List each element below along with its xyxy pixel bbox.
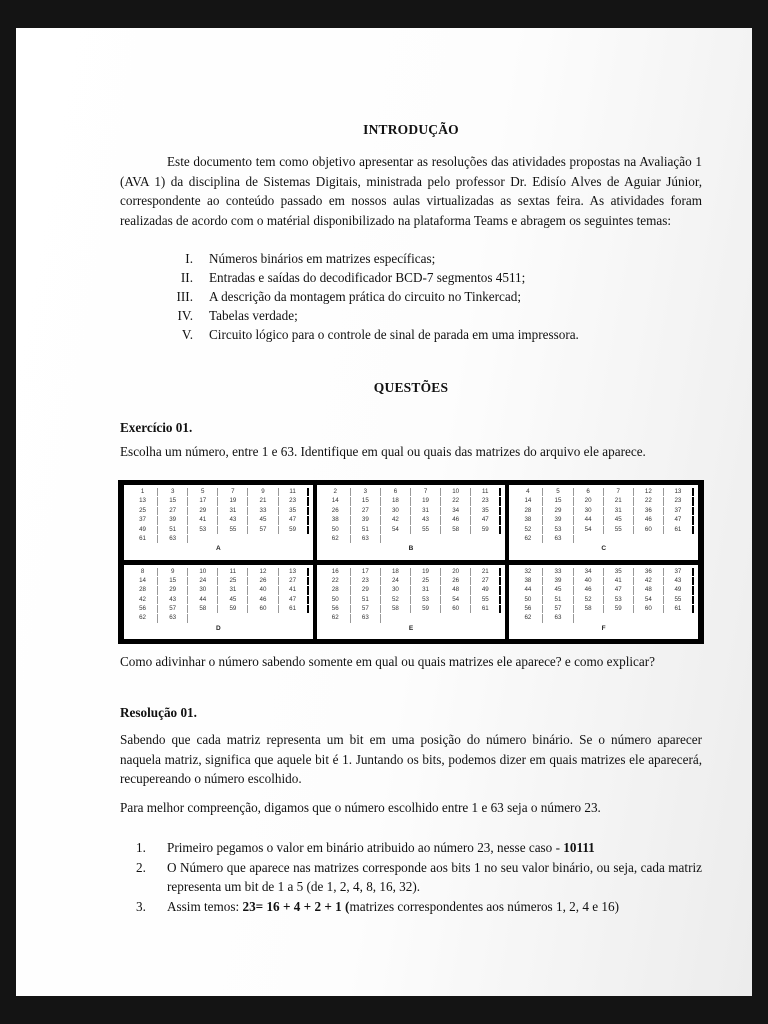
matrix-cell: 42 (634, 577, 664, 585)
matrix-cell: 12 (248, 568, 278, 576)
step-text-main: O Número que aparece nas matrizes corresponde aos bits 1 no seu valor binário, ou seja, cada matriz representa um bit de 1 a 5 (de 1, 2, 4, 8, 16, 32). (167, 859, 702, 894)
matrix-cell: 3 (158, 488, 188, 496)
matrix-cell: 9 (158, 568, 188, 576)
matrix-cell: 45 (248, 516, 278, 524)
matrix-cell: 27 (158, 507, 188, 515)
matrix-cell: 27 (279, 577, 309, 585)
matrix-cell: 13 (128, 497, 158, 505)
matrix-cell: 59 (411, 605, 441, 613)
step-number: 3. (136, 898, 146, 914)
matrix-cell: 30 (381, 507, 411, 515)
matrix-cell: 45 (543, 586, 573, 594)
topic-text: Números binários em matrizes específicas; (209, 251, 436, 266)
matrix-cell: 2 (321, 488, 351, 496)
matrix-label: F (601, 624, 606, 632)
matrix-cell: 39 (543, 577, 573, 585)
matrix-cell: 22 (441, 497, 471, 505)
matrix-label: E (408, 624, 414, 632)
matrix-cell: 62 (321, 614, 351, 622)
topic-number: I. (185, 251, 193, 266)
matrix-cell: 47 (664, 516, 694, 524)
matrix-cell: 11 (218, 568, 248, 576)
topic-item (120, 268, 702, 287)
matrix-cell: 20 (574, 497, 604, 505)
matrix-cell: 63 (543, 614, 573, 622)
matrix-d (124, 565, 313, 640)
matrix-grid (128, 488, 309, 543)
matrix-grid (128, 568, 309, 623)
matrix-cell: 46 (441, 516, 471, 524)
matrix-cell: 62 (513, 614, 543, 622)
matrix-cell: 21 (471, 568, 501, 576)
matrix-cell: 61 (471, 605, 501, 613)
matrix-cell: 22 (321, 577, 351, 585)
matrix-cell: 10 (441, 488, 471, 496)
step-text-main: Primeiro pegamos o valor em binário atribuido ao número 23, nesse caso - (167, 840, 564, 855)
matrix-cell: 51 (351, 596, 381, 604)
matrix-cell: 48 (634, 586, 664, 594)
matrix-cell: 59 (218, 605, 248, 613)
matrix-cell: 10 (188, 568, 218, 576)
matrix-cell: 11 (471, 488, 501, 496)
matrix-cell: 35 (471, 507, 501, 515)
matrix-cell: 54 (634, 596, 664, 604)
topic-text: Circuito lógico para o controle de sinal de parada em uma impressora. (209, 327, 579, 342)
matrix-cell: 41 (279, 586, 309, 594)
matrix-cell: 31 (411, 586, 441, 594)
matrix-cell: 58 (441, 526, 471, 534)
matrix-cell: 22 (634, 497, 664, 505)
matrix-cell: 33 (543, 568, 573, 576)
matrix-cell: 27 (471, 577, 501, 585)
matrix-cell: 46 (574, 586, 604, 594)
matrix-cell: 15 (351, 497, 381, 505)
matrix-cell: 27 (351, 507, 381, 515)
topic-item (120, 325, 702, 344)
matrix-cell: 63 (158, 535, 188, 543)
matrix-cell: 50 (321, 596, 351, 604)
matrix-cell: 17 (188, 497, 218, 505)
matrix-cell: 53 (604, 596, 634, 604)
matrix-cell: 26 (248, 577, 278, 585)
matrix-cell: 45 (218, 596, 248, 604)
matrix-cell: 31 (411, 507, 441, 515)
matrix-cell: 52 (381, 596, 411, 604)
matrix-cell: 46 (248, 596, 278, 604)
matrix-cell: 39 (351, 516, 381, 524)
matrix-f (509, 565, 698, 640)
matrix-cell: 61 (128, 535, 158, 543)
matrix-cell: 49 (128, 526, 158, 534)
matrix-cell: 47 (471, 516, 501, 524)
resolution-paragraph: Sabendo que cada matriz representa um bit em uma posição do número binário. Se o número aparecer naquela matriz, significa que aquele bit é 1. Juntando os bits, podemos dizer em quais matrizes ele aparecerá, recupereando o número escolhido. (120, 732, 702, 786)
matrix-cell: 18 (381, 497, 411, 505)
matrix-cell: 54 (441, 596, 471, 604)
matrix-cell: 29 (188, 507, 218, 515)
matrix-cell: 53 (543, 526, 573, 534)
exercise-question: Como adivinhar o número sabendo somente em qual ou quais matrizes ele aparece? e como explicar? (120, 654, 655, 669)
matrix-cell: 14 (128, 577, 158, 585)
matrix-cell: 46 (634, 516, 664, 524)
matrix-cell: 41 (604, 577, 634, 585)
matrix-cell: 56 (513, 605, 543, 613)
document-page (16, 28, 752, 996)
matrix-cell: 25 (218, 577, 248, 585)
matrix-cell: 6 (574, 488, 604, 496)
resolution-title: Resolução 01. (120, 705, 197, 720)
matrix-cell: 60 (634, 605, 664, 613)
matrix-cell: 45 (604, 516, 634, 524)
steps-list (120, 838, 702, 916)
matrix-cell: 30 (381, 586, 411, 594)
matrix-cell: 44 (513, 586, 543, 594)
matrix-cell: 58 (188, 605, 218, 613)
matrix-cell: 61 (664, 605, 694, 613)
matrix-c (509, 485, 698, 560)
matrix-cell: 53 (411, 596, 441, 604)
matrix-cell: 32 (513, 568, 543, 576)
matrix-cell: 63 (158, 614, 188, 622)
matrix-cell: 11 (279, 488, 309, 496)
matrix-cell: 63 (351, 614, 381, 622)
matrix-cell: 52 (574, 596, 604, 604)
step-text-after: matrizes correspondentes aos números 1, 2, 4 e 16) (349, 898, 619, 914)
intro-paragraph: Este documento tem como objetivo apresentar as resoluções das atividades propostas na Avaliação 1 (AVA 1) da disciplina de Sistemas Digitais, ministrada pelo professor Dr. Edisío Alves de Aguiar Júnior, correspondente ao conteúdo passado em nossos aulas virtualizadas as sextas feira. As atividades foram realizadas de acordo com o matérial disponibilizado na plataforma Teams e abragem os seguintes temas: (120, 154, 702, 228)
matrix-cell: 60 (634, 526, 664, 534)
matrix-cell: 44 (574, 516, 604, 524)
topic-text: Entradas e saídas do decodificador BCD-7 segmentos 4511; (209, 270, 526, 285)
matrix-cell: 6 (381, 488, 411, 496)
matrix-cell: 40 (574, 577, 604, 585)
matrix-grid (513, 488, 694, 543)
topic-item (120, 249, 702, 268)
matrix-cell: 16 (321, 568, 351, 576)
step-text (167, 897, 702, 917)
topic-number: II. (180, 270, 193, 285)
matrix-cell: 23 (471, 497, 501, 505)
step-number: 2. (136, 859, 146, 875)
matrix-cell: 13 (664, 488, 694, 496)
matrix-cell: 43 (411, 516, 441, 524)
matrix-e (317, 565, 506, 640)
matrix-cell: 61 (664, 526, 694, 534)
matrix-cell: 7 (604, 488, 634, 496)
matrix-cell: 31 (218, 586, 248, 594)
matrix-cell: 56 (128, 605, 158, 613)
matrix-cell: 60 (441, 605, 471, 613)
matrix-grid (321, 488, 502, 543)
matrix-label: C (601, 545, 607, 552)
matrix-cell: 35 (279, 507, 309, 515)
matrix-cell: 15 (158, 577, 188, 585)
matrix-cell: 49 (471, 586, 501, 594)
resolution-example: Para melhor compreenção, digamos que o número escolhido entre 1 e 63 seja o número 23. (120, 800, 601, 815)
matrix-cell: 13 (279, 568, 309, 576)
matrix-label: A (215, 545, 221, 552)
matrix-cell: 62 (513, 535, 543, 543)
matrix-cell: 53 (188, 526, 218, 534)
matrix-label: B (408, 545, 414, 552)
matrix-cell: 62 (321, 535, 351, 543)
matrix-cell: 43 (218, 516, 248, 524)
matrix-cell: 36 (634, 568, 664, 576)
matrix-cell: 30 (574, 507, 604, 515)
matrix-cell: 3 (351, 488, 381, 496)
matrix-cell: 38 (513, 577, 543, 585)
matrix-label: D (215, 624, 221, 632)
matrix-cell: 55 (471, 596, 501, 604)
matrix-cell: 36 (634, 507, 664, 515)
questions-heading: QUESTÕES (373, 380, 449, 395)
matrix-cell: 33 (248, 507, 278, 515)
step-text-bold: 10111 (563, 840, 595, 855)
matrix-cell: 7 (411, 488, 441, 496)
matrix-cell: 5 (543, 488, 573, 496)
matrix-cell: 54 (381, 526, 411, 534)
matrix-cell: 31 (218, 507, 248, 515)
matrix-cell: 41 (188, 516, 218, 524)
matrix-cell: 51 (543, 596, 573, 604)
matrix-cell: 21 (604, 497, 634, 505)
topics-list (120, 249, 702, 344)
topic-number: V. (181, 327, 193, 342)
matrix-cell: 24 (188, 577, 218, 585)
matrix-cell: 52 (513, 526, 543, 534)
matrix-cell: 59 (471, 526, 501, 534)
matrix-cell: 55 (604, 526, 634, 534)
intro-heading: INTRODUÇÃO (363, 122, 459, 137)
matrix-cell: 17 (351, 568, 381, 576)
matrix-cell: 61 (279, 605, 309, 613)
matrix-cell: 49 (664, 586, 694, 594)
matrix-cell: 54 (574, 526, 604, 534)
matrix-cell: 19 (218, 497, 248, 505)
matrix-cell: 28 (513, 507, 543, 515)
step-number: 1. (136, 840, 146, 855)
matrix-cell: 47 (279, 596, 309, 604)
matrix-cell: 29 (351, 586, 381, 594)
step-item (120, 838, 702, 858)
matrix-cell: 29 (543, 507, 573, 515)
matrix-cell: 57 (543, 605, 573, 613)
matrix-cell: 19 (411, 568, 441, 576)
topic-text: Tabelas verdade; (209, 308, 298, 323)
matrix-cell: 34 (441, 507, 471, 515)
exercise-statement: Escolha um número, entre 1 e 63. Identifique em qual ou quais das matrizes do arquivo ele aparece. (120, 444, 646, 459)
matrix-cell: 59 (604, 605, 634, 613)
topic-text: A descrição da montagem prática do circuito no Tinkercad; (209, 289, 522, 304)
matrix-cell: 62 (128, 614, 158, 622)
matrix-cell: 34 (574, 568, 604, 576)
topic-item (120, 287, 702, 306)
matrix-grid (321, 568, 502, 623)
matrix-cell: 1 (128, 488, 158, 496)
matrix-cell: 25 (128, 507, 158, 515)
matrix-cell: 28 (321, 586, 351, 594)
matrix-cell: 38 (513, 516, 543, 524)
matrix-cell: 57 (158, 605, 188, 613)
matrix-cell: 47 (279, 516, 309, 524)
matrix-cell: 18 (381, 568, 411, 576)
matrix-cell: 12 (634, 488, 664, 496)
matrix-cell: 55 (218, 526, 248, 534)
matrix-cell: 15 (543, 497, 573, 505)
matrix-cell: 42 (128, 596, 158, 604)
matrix-cell: 21 (248, 497, 278, 505)
matrix-cell: 51 (158, 526, 188, 534)
topic-number: III. (176, 289, 193, 304)
matrix-cell: 23 (664, 497, 694, 505)
matrix-cell: 35 (604, 568, 634, 576)
topic-item (120, 306, 702, 325)
matrix-cell: 55 (411, 526, 441, 534)
step-text-main: Assim temos: (167, 898, 243, 914)
matrix-cell: 40 (248, 586, 278, 594)
matrix-cell: 57 (248, 526, 278, 534)
matrix-cell: 31 (604, 507, 634, 515)
matrix-cell: 63 (543, 535, 573, 543)
matrix-cell: 44 (188, 596, 218, 604)
matrix-cell: 26 (321, 507, 351, 515)
matrix-cell: 28 (128, 586, 158, 594)
matrix-cell: 26 (441, 577, 471, 585)
topic-number: IV. (177, 308, 193, 323)
matrix-cell: 48 (441, 586, 471, 594)
matrix-figure (118, 480, 704, 644)
matrix-a (124, 485, 313, 560)
matrix-cell: 58 (574, 605, 604, 613)
matrix-cell: 51 (351, 526, 381, 534)
matrix-cell: 23 (279, 497, 309, 505)
matrix-cell: 19 (411, 497, 441, 505)
matrix-cell: 42 (381, 516, 411, 524)
matrix-cell: 56 (321, 605, 351, 613)
matrix-cell: 39 (158, 516, 188, 524)
matrix-cell: 63 (351, 535, 381, 543)
matrix-cell: 23 (351, 577, 381, 585)
matrix-cell: 47 (604, 586, 634, 594)
matrix-cell: 55 (664, 596, 694, 604)
matrix-cell: 14 (321, 497, 351, 505)
matrix-cell: 9 (248, 488, 278, 496)
matrix-cell: 50 (513, 596, 543, 604)
matrix-cell: 15 (158, 497, 188, 505)
matrix-cell: 5 (188, 488, 218, 496)
step-item (120, 858, 702, 897)
matrix-cell: 43 (158, 596, 188, 604)
matrix-grid (513, 568, 694, 623)
matrix-cell: 29 (158, 586, 188, 594)
matrix-cell: 4 (513, 488, 543, 496)
matrix-cell: 60 (248, 605, 278, 613)
matrix-cell: 58 (381, 605, 411, 613)
matrix-cell: 37 (664, 568, 694, 576)
matrix-cell: 14 (513, 497, 543, 505)
matrix-cell: 38 (321, 516, 351, 524)
matrix-cell: 8 (128, 568, 158, 576)
step-text (167, 838, 702, 858)
matrix-cell: 50 (321, 526, 351, 534)
matrix-cell: 57 (351, 605, 381, 613)
matrix-cell: 43 (664, 577, 694, 585)
matrix-cell: 24 (381, 577, 411, 585)
step-text-bold: 23= 16 + 4 + 2 + 1 ( (242, 898, 350, 914)
exercise-title: Exercício 01. (120, 420, 193, 435)
matrix-cell: 59 (279, 526, 309, 534)
matrix-cell: 7 (218, 488, 248, 496)
step-text (167, 858, 702, 897)
matrix-b (317, 485, 506, 560)
matrix-cell: 20 (441, 568, 471, 576)
step-item (120, 897, 702, 917)
matrix-cell: 30 (188, 586, 218, 594)
matrix-cell: 37 (128, 516, 158, 524)
matrix-cell: 37 (664, 507, 694, 515)
matrix-cell: 25 (411, 577, 441, 585)
matrix-cell: 39 (543, 516, 573, 524)
